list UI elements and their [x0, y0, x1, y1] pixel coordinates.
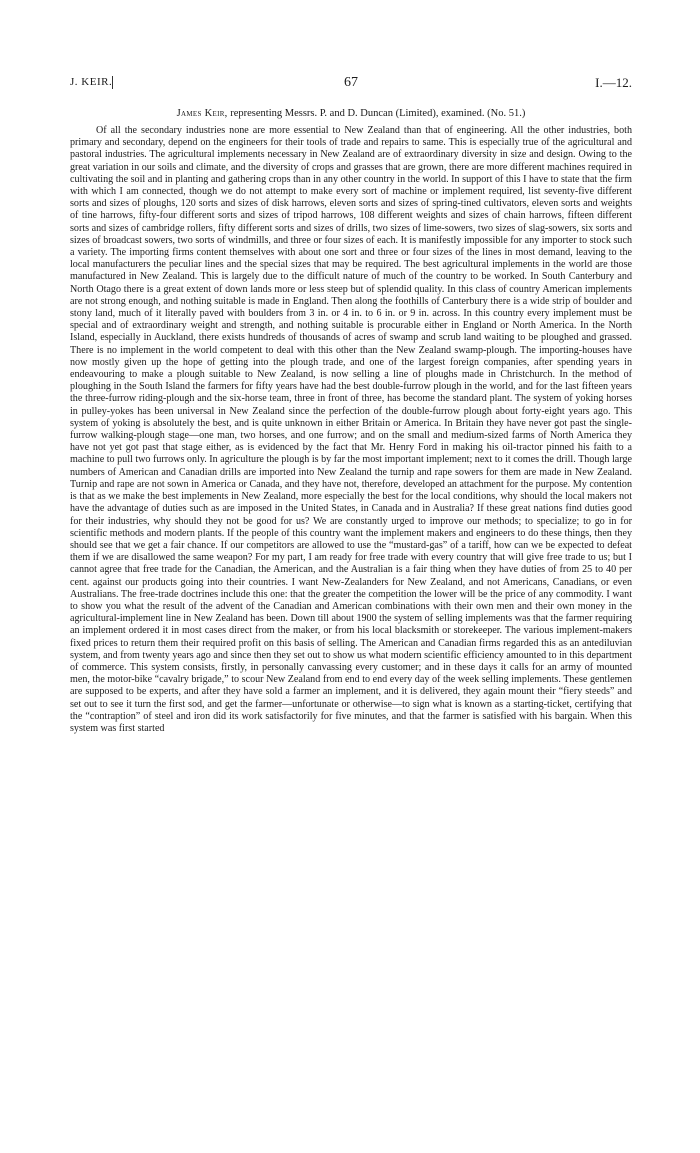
evidence-paragraph: Of all the secondary industries none are more essential to New Zealand than that of engineering. All the other industries, both primary and secondary, depend on the engineers for their tools of trade and repairs to same. This is especially true of the agricultural and pastoral industries. The agricultural implements necessary in New Zealand are of extraordinary diversity in size and design. Owing to the great variation in our soils and climate, and the diversity of crops and grasses that are grown, there are more different machines required in cultivating the soil and in planting and gathering crops than in any other country in the world. In support of this I have to state that the firm with which I am connected, though we do not attempt to make every sort of machine or implement required, list seventy-five different sorts and sizes of ploughs, 120 sorts and sizes of disk harrows, eleven sorts and sizes of spring-tined cultivators, eleven sorts and weights of tine harrows, fifty-four different sorts and sizes of tripod harrows, 108 different weights and sizes of chain harrows, fifteen different sorts and sizes of cambridge rollers, fifty different sorts and sizes of drills, two sizes of lime-sowers, two sizes of slag-sowers, six sorts and sizes of broadcast sowers, two sorts of windmills, and three or four sizes of each. It is manifestly impossible for any importer to stock such a variety. The importing firms content themselves with about one sort and three or four sizes of the lines in most demand, leaving to the local manufacturers the peculiar lines and the special sizes that may be required. The best agricultural implements in the world are those manufactured in New Zealand. This is largely due to the difficult nature of much of the country to be worked. In South Canterbury and North Otago there is a great extent of down lands more or less steep but of splendid quality. In this class of country American implements are not strong enough, and nothing suitable is made in England. Then along the foothills of Canterbury there is a wide strip of boulder and stony land, much of it literally paved with boulders from 3 in. or 4 in. to 6 in. or 9 in. across. In this country every implement must be special and of extraordinary weight and strength, and nothing suitable is procurable either in England or North America. In the North Island, especially in Auckland, there exists hundreds of thousands of acres of swamp and scrub land waiting to be ploughed and grassed. There is no implement in the world competent to deal with this other than the New Zealand swamp-plough. The importing-houses have now mostly given up the hope of getting into the plough trade, and one of the largest foreign companies, after spending years in endeavouring to make a plough suitable to New Zealand, is now selling a line of ploughs made in Christchurch. In the method of ploughing in the South Island the farmers for fifty years have had the best double-furrow plough in the world, and for the last fifteen years the three-furrow riding-plough and the six-horse team, three in front of three, has become the standard plant. The system of yoking horses in pulley-yokes has been universal in New Zealand since the perfection of the double-furrow plough about forty-eight years ago. This system of yoking is absolutely the best, and is quite unknown in either Britain or America. In Britain they have never got past the single-furrow walking-plough stage—one man, two horses, and one furrow; and on the small and medium-sized farms of North America they have not yet got past that stage either, as is evidenced by the fact that Mr. Henry Ford in making his oil-tractor pinned his faith to a machine to pull two furrows only. In agriculture the plough is by far the most important implement; next to it comes the drill. Though large numbers of American and Canadian drills are imported into New Zealand the turnip and rape sowers for them are made in New Zealand. Turnip and rape are not sown in America or Canada, and they have not, therefore, developed an attachment for the purpose. My contention is that as we make the best implements in New Zealand, more especially the best for the local conditions, why should the local makers not have the advantage of duties such as are imposed in the United States, in Canada and in Australia? If these great nations find duties good for their industries, why should they not be good for us? We are constantly urged to improve our methods; to specialize; to go in for scientific methods and modern plants. If the people of this country want the implement makers and engineers to do these things, then they should see that we get a fair chance. If our competitors are allowed to use the “mustard-gas” of a tariff, how can we be expected to defeat them if we are disallowed the same weapon? For my part, I am ready for free trade with every country that will give free trade to us; but I cannot agree that free trade for the Canadian, the American, and the Australian is a fair thing when they have duties of from 25 to 40 per cent. against our products going into their countries. I want New-Zealanders for New Zealand, and not Americans, Canadians, or even Australians. The free-trade doctrines include this one: that the greater the competition the lower will be the price of any commodity. I want to show you what the result of the advent of the Canadian and American combinations with their own men and their own money in the agricultural-implement line in New Zealand has been. Down till about 1900 the system of selling implements was that the farmer requiring an implement ordered it in most cases direct from the maker, or from his local blacksmith or storekeeper. The various implement-makers fixed prices to return them their required profit on this basis of selling. The American and Canadian firms regarded this as an antediluvian system, and from twenty years ago and since then they set out to show us what modern scientific efficiency amounted to in this department of commerce. This system consists, firstly, in personally canvassing every customer; and in these days it calls for an army of mounted men, the motor-bike “cavalry brigade,” to scour New Zealand from end to end every day of the week selling implements. These gentlemen are supposed to be experts, and after they have sold a farmer an implement, and it is delivered, they again mount their “fiery steeds” and set out to see it turn the first sod, and get the farmer—unfortunate or otherwise—to sign what is known as a starting-ticket, certifying that the “contraption” of steel and iron did its work satisfactorily for five minutes, and that the farmer is satisfied with his bargain. When this system was first started: [70, 125, 632, 734]
running-header: [70, 76, 632, 92]
header-witness-name: J. KEIR.: [70, 76, 113, 88]
header-paper-reference: I.—12.: [595, 75, 632, 90]
witness-heading: [70, 108, 632, 120]
witness-name: James Keir,: [176, 108, 228, 119]
witness-description: representing Messrs. P. and D. Duncan (Limited), examined. (No. 51.): [227, 108, 526, 119]
page-number: 67: [344, 75, 358, 90]
